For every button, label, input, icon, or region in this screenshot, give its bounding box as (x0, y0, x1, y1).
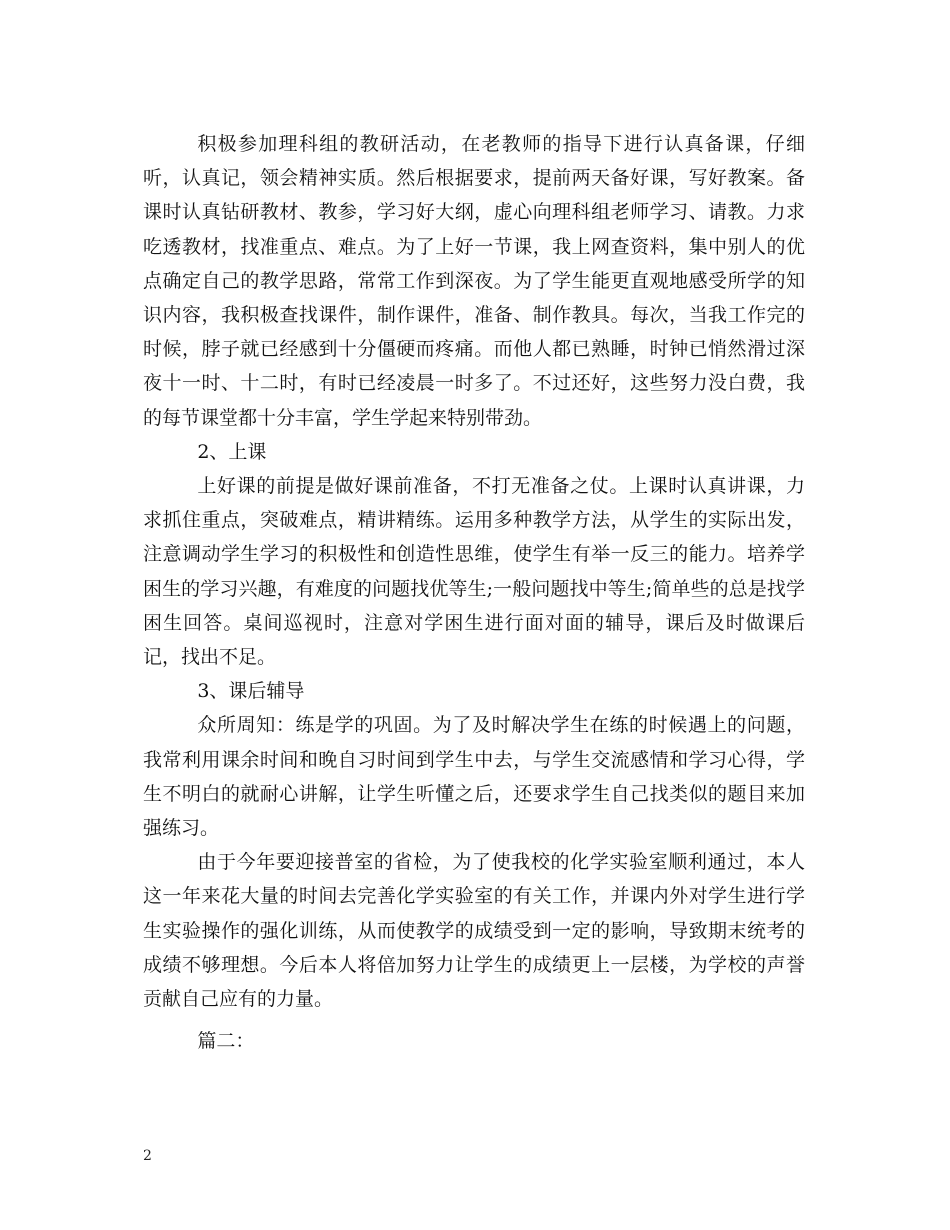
section-heading-teaching: 2、上课 (197, 440, 267, 463)
page-number: 2 (143, 1148, 152, 1164)
paragraph-teaching: 上好课的前提是做好课前准备，不打无准备之仗。上课时认真讲课，力求抓住重点，突破难点，精讲精练。运用多种教学方法，从学生的实际出发，注意调动学生学习的积极性和创造性思维，使学生有举一反三的能力。培养学困生的学习兴趣，有难度的问题找优等生;一般问题找中等生;简单些的总是找学困生回答。桌间巡视时，注意对学困生进行面对面的辅导，课后及时做课后记，找出不足。 (143, 475, 805, 669)
paragraph-after-class-tutoring: 众所周知：练是学的巩固。为了及时解决学生在练的时候遇上的问题，我常利用课余时间和晚自习时间到学生中去，与学生交流感情和学习心得，学生不明白的就耐心讲解，让学生听懂之后，还要求学生自己找类似的题目来加强练习。 (143, 714, 805, 840)
document-body (143, 127, 805, 1058)
paragraph-lesson-preparation: 积极参加理科组的教研活动，在老教师的指导下进行认真备课，仔细听，认真记，领会精神实质。然后根据要求，提前两天备好课，写好教案。备课时认真钻研教材、教参，学习好大纲，虚心向理科组老师学习、请教。力求吃透教材，找准重点、难点。为了上好一节课，我上网查资料，集中别人的优点确定自己的教学思路，常常工作到深夜。为了学生能更直观地感受所学的知识内容，我积极查找课件，制作课件，准备、制作教具。每次，当我工作完的时候，脖子就已经感到十分僵硬而疼痛。而他人都已熟睡，时钟已悄然滑过深夜十一时、十二时，有时已经凌晨一时多了。不过还好，这些努力没白费，我的每节课堂都十分丰富，学生学起来特别带劲。 (143, 133, 805, 429)
section-heading-after-class-tutoring: 3、课后辅导 (197, 680, 305, 703)
section-heading-part-two: 篇二： (197, 1030, 255, 1053)
paragraph-lab-inspection: 由于今年要迎接普室的省检，为了使我校的化学实验室顺利通过，本人这一年来花大量的时间去完善化学实验室的有关工作，并课内外对学生进行学生实验操作的强化训练，从而使教学的成绩受到一定的影响，导致期末统考的成绩不够理想。今后本人将倍加努力让学生的成绩更上一层楼，为学校的声誉贡献自己应有的力量。 (143, 851, 805, 1011)
